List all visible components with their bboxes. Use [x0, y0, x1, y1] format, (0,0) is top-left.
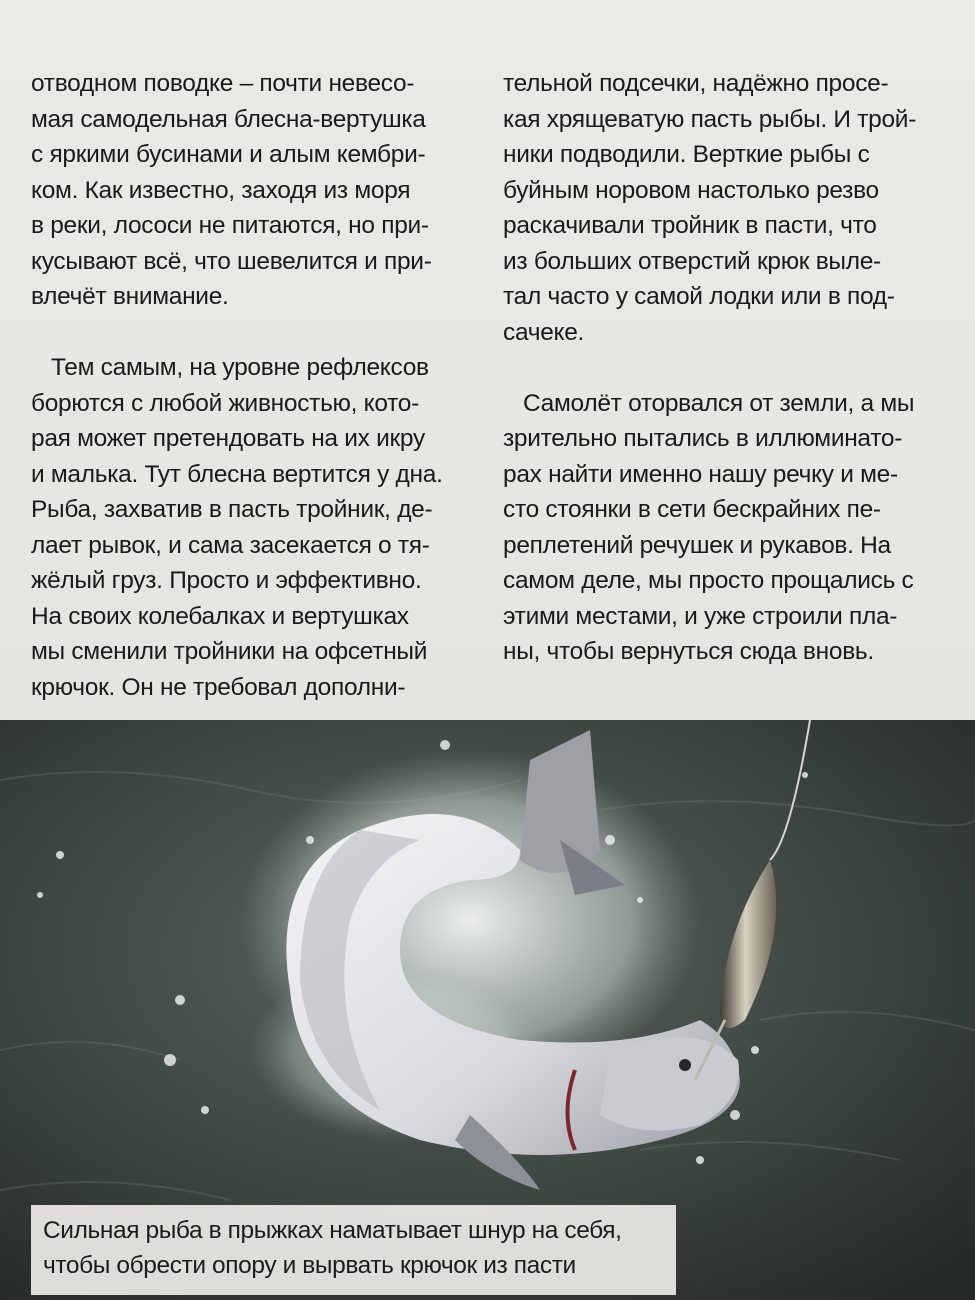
- left-paragraph-2: Тем самым, на уровне рефлексов борются с любой живностью, кото- рая может претендовать на их икру и малька. Тут блесна вертится у дна. Рыба, захватив в пасть тройник, де- лает рывок, и сама засекается о тя- жёлый груз. Просто и эффективно. На своих колебалках и вертушках мы сменили тройники на офсетный крючок. Он не требовал дополни-: [31, 354, 443, 701]
- caption-line-1: Сильная рыба в прыжках наматывает шнур на себя,: [43, 1217, 622, 1244]
- photo-caption: [31, 1205, 676, 1295]
- right-paragraph-2: Самолёт оторвался от земли, а мы зрительно пытались в иллюминато- рах найти именно нашу речку и ме- сто стоянки в сети бескрайних пе- реплетений речушек и рукавов. На самом деле, мы просто прощались с этими местами, и уже строили пла- ны, чтобы вернуться сюда вновь.: [503, 389, 915, 665]
- left-text-column: [31, 66, 456, 705]
- right-paragraph-1: тельной подсечки, надёжно просе- кая хрящеватую пасть рыбы. И трой- ники подводили. Верткие рыбы с буйным норовом настолько резво раскачивали тройник в пасти, что из больших отверстий крюк выле- тал часто у самой лодки или в под- сачеке.: [503, 70, 917, 346]
- right-text-column: [503, 66, 928, 670]
- caption-line-2: чтобы обрести опору и вырвать крючок из пасти: [43, 1252, 576, 1279]
- left-paragraph-1: отводном поводке – почти невесо- мая самодельная блесна-вертушка с яркими бусинами и алым кембри- ком. Как известно, заходя из моря в реки, лососи не питаются, но при- кусывают всё, что шевелится и при- влечёт внимание.: [31, 70, 432, 310]
